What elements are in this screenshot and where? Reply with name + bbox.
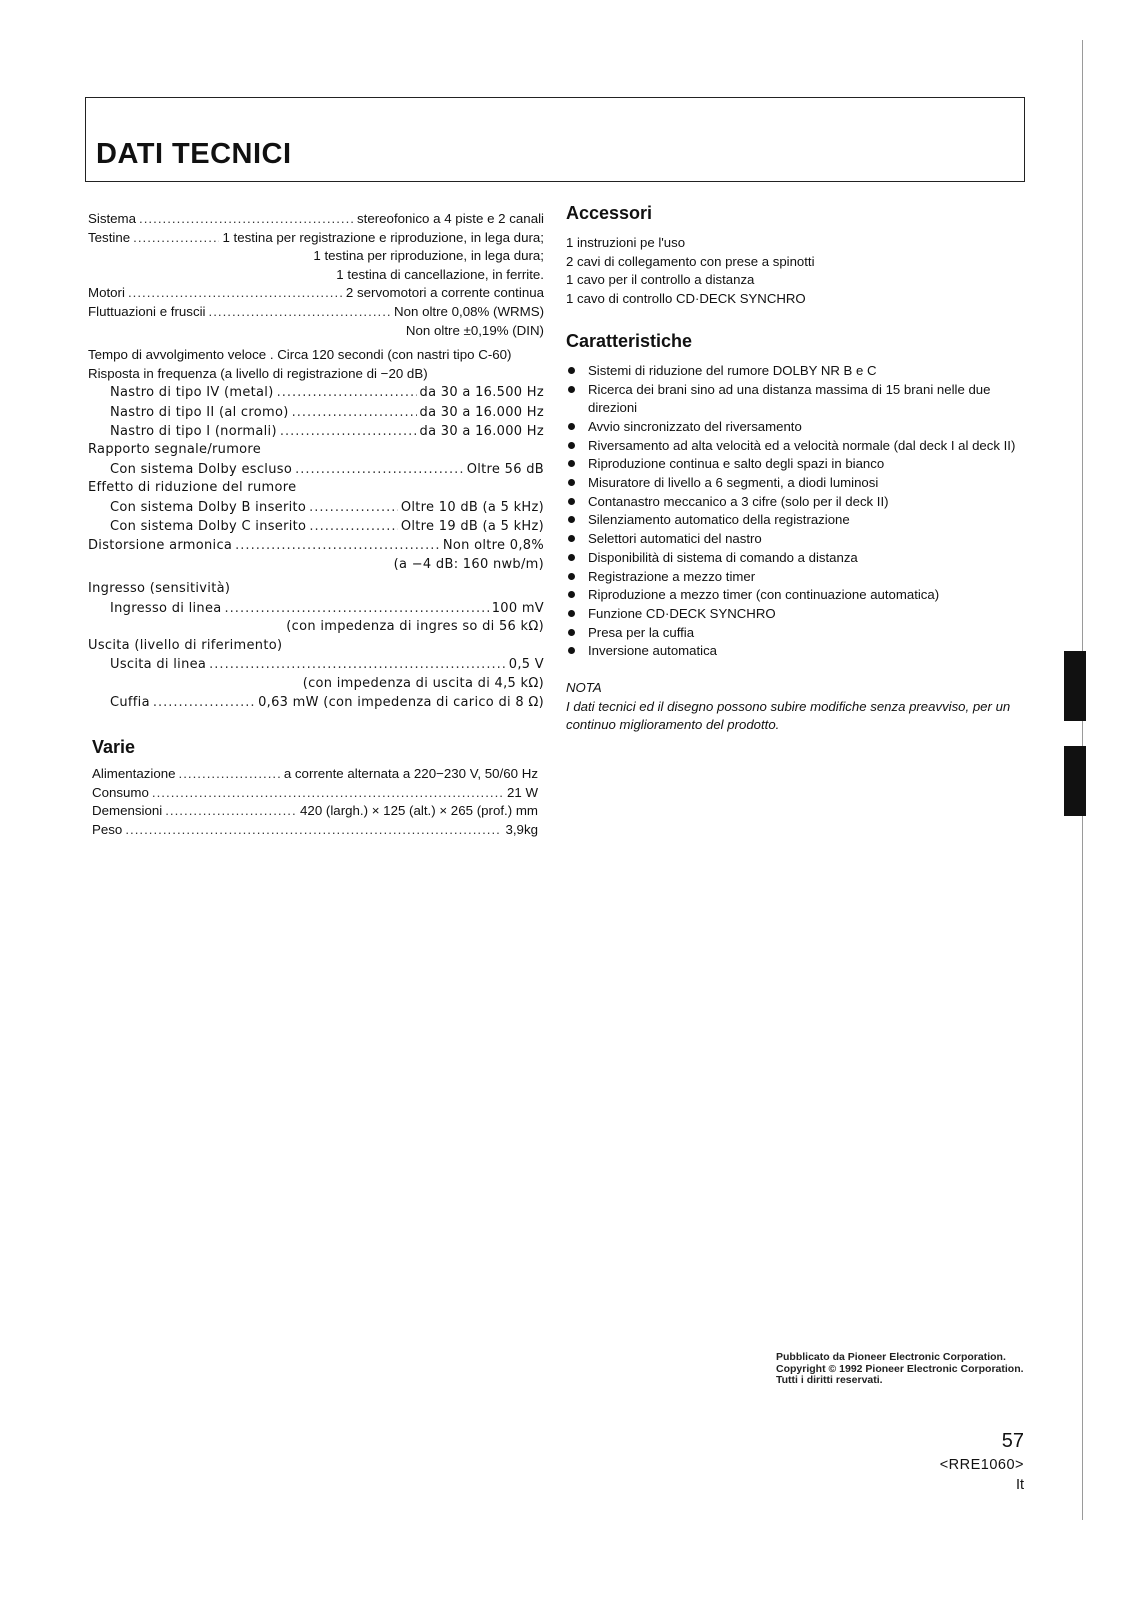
varie-row-peso bbox=[92, 821, 538, 840]
spec-value: 100 mV bbox=[491, 600, 544, 616]
spec-label: Con sistema Dolby C inserito bbox=[110, 519, 307, 535]
spec-continuation: Non oltre ±0,19% (DIN) bbox=[405, 322, 544, 338]
bullet-icon bbox=[568, 423, 575, 430]
bullet-icon bbox=[568, 386, 575, 393]
spec-row-sistema bbox=[88, 210, 544, 229]
spec-value: 1 testina per registrazione e riproduzione, in lega dura; bbox=[222, 229, 544, 245]
spec-label: Uscita di linea bbox=[110, 657, 207, 673]
spec-continuation: 1 testina di cancellazione, in ferrite. bbox=[336, 266, 544, 282]
bullet-icon bbox=[568, 573, 575, 580]
rights-line: Tutti i diritti reservati. bbox=[776, 1374, 883, 1386]
bullet-icon bbox=[568, 591, 575, 598]
spec-row-testine bbox=[88, 229, 544, 248]
bullet-icon bbox=[568, 498, 575, 505]
spec-label: Nastro di tipo I (normali) bbox=[110, 423, 277, 439]
spec-risposta-heading: Risposta in frequenza (a livello di registrazione di −20 dB) bbox=[88, 365, 428, 381]
list-item: 2 cavi di collegamento con prese a spinotti bbox=[566, 253, 815, 269]
bullet-icon bbox=[568, 367, 575, 374]
spec-value: 0,5 V bbox=[508, 657, 544, 673]
spec-continuation: (a −4 dB: 160 nwb/m) bbox=[393, 556, 544, 572]
list-item: 1 cavo per il controllo a distanza bbox=[566, 272, 755, 288]
nota-text: I dati tecnici ed il disegno possono subire modifiche senza preavviso, per un continuo miglioramento del prodotto. bbox=[566, 698, 1011, 733]
spec-effetto-heading: Effetto di riduzione del rumore bbox=[88, 480, 297, 496]
spec-row-fluttuazioni bbox=[88, 303, 544, 322]
bullet-icon bbox=[568, 629, 575, 636]
bullet-icon bbox=[568, 647, 575, 654]
spec-label: Ingresso di linea bbox=[110, 600, 222, 616]
spec-value: da 30 a 16.000 Hz bbox=[419, 423, 544, 439]
spec-ingresso-heading: Ingresso (sensitività) bbox=[88, 581, 231, 597]
list-item: Avvio sincronizzato del riversamento bbox=[566, 418, 1026, 437]
list-item: Selettori automatici del nastro bbox=[566, 530, 1026, 549]
spec-row-nastro-ii bbox=[88, 403, 544, 422]
spec-rapporto-heading: Rapporto segnale/rumore bbox=[88, 442, 262, 458]
bullet-icon bbox=[568, 516, 575, 523]
spec-row-ingresso-linea bbox=[88, 599, 544, 618]
edge-tab-mark bbox=[1064, 651, 1086, 721]
list-item: Funzione CD·DECK SYNCHRO bbox=[566, 605, 1026, 624]
spec-row-nastro-iv bbox=[88, 383, 544, 402]
spec-mono-block bbox=[88, 383, 544, 712]
spec-label: Alimentazione bbox=[92, 766, 176, 781]
spec-row-dolby-escluso bbox=[88, 460, 544, 479]
list-item: Disponibilità di sistema di comando a distanza bbox=[566, 549, 1026, 568]
spec-value: 3,9kg bbox=[505, 821, 538, 837]
list-item: Contanastro meccanico a 3 cifre (solo per il deck II) bbox=[566, 493, 1026, 512]
spec-value: 2 servomotori a corrente continua bbox=[345, 285, 544, 301]
spec-label: Peso bbox=[92, 821, 123, 837]
list-item: Ricerca dei brani sino ad una distanza massima di 15 brani nelle due direzioni bbox=[566, 381, 1026, 418]
list-item: Misuratore di livello a 6 segmenti, a diodi luminosi bbox=[566, 474, 1026, 493]
bullet-icon bbox=[568, 442, 575, 449]
list-item: Inversione automatica bbox=[566, 642, 1026, 661]
spec-label: Nastro di tipo II (al cromo) bbox=[110, 404, 289, 420]
spec-row-dolby-c bbox=[88, 517, 544, 536]
spec-row-uscita-linea bbox=[88, 655, 544, 674]
publisher-note bbox=[776, 1352, 1024, 1387]
varie-row-dimensioni bbox=[92, 802, 538, 821]
spec-value: Oltre 10 dB (a 5 kHz) bbox=[400, 499, 544, 515]
edge-tab-mark bbox=[1064, 746, 1086, 816]
spec-continuation: (con impedenza di ingres so di 56 kΩ) bbox=[286, 619, 544, 635]
spec-value: 21 W bbox=[506, 784, 538, 800]
list-item: Silenziamento automatico della registrazione bbox=[566, 511, 1026, 530]
spec-label: Demensioni bbox=[92, 803, 163, 819]
varie-row-consumo bbox=[92, 784, 538, 803]
spec-label: Consumo bbox=[92, 784, 149, 800]
varie-row-alimentazione bbox=[92, 765, 538, 784]
bullet-icon bbox=[568, 554, 575, 561]
spec-value: stereofonico a 4 piste e 2 canali bbox=[356, 211, 544, 226]
spec-label: Testine bbox=[88, 229, 131, 245]
title-box bbox=[85, 97, 1025, 182]
page-number: 57 bbox=[1001, 1430, 1024, 1452]
caratteristiche-heading: Caratteristiche bbox=[566, 330, 693, 351]
spec-uscita-heading: Uscita (livello di riferimento) bbox=[88, 637, 283, 653]
varie-heading: Varie bbox=[92, 737, 136, 757]
spec-label: Nastro di tipo IV (metal) bbox=[110, 385, 274, 401]
spec-label: Con sistema Dolby B inserito bbox=[110, 499, 307, 515]
spec-label: Sistema bbox=[88, 211, 137, 226]
spec-value: Non oltre 0,08% (WRMS) bbox=[394, 303, 544, 319]
nota-heading: NOTA bbox=[566, 680, 602, 696]
spec-row-nastro-i bbox=[88, 422, 544, 441]
spec-value: 420 (largh.) × 125 (alt.) × 265 (prof.) mm bbox=[300, 803, 538, 819]
list-item: 1 instruzioni pe l'uso bbox=[566, 235, 686, 250]
spec-tempo: Tempo di avvolgimento veloce . Circa 120 secondi (con nastri tipo C-60) bbox=[88, 347, 512, 363]
specs-column bbox=[88, 210, 544, 712]
accessori-heading: Accessori bbox=[566, 203, 653, 223]
spec-value: da 30 a 16.500 Hz bbox=[419, 385, 544, 401]
list-item: Sistemi di riduzione del rumore DOLBY NR B e C bbox=[566, 362, 1026, 381]
spec-continuation: 1 testina per riproduzione, in lega dura; bbox=[313, 248, 544, 264]
spec-row-distorsione bbox=[88, 536, 544, 555]
spec-value: da 30 a 16.000 Hz bbox=[419, 404, 544, 420]
publisher-line: Pubblicato da Pioneer Electronic Corporation. bbox=[776, 1351, 1006, 1363]
list-item: Registrazione a mezzo timer bbox=[566, 568, 1026, 587]
spec-row-cuffia bbox=[88, 693, 544, 712]
list-item: Presa per la cuffia bbox=[566, 624, 1026, 643]
language-code: It bbox=[1015, 1477, 1024, 1493]
bullet-icon bbox=[568, 460, 575, 467]
spec-value: 0,63 mW (con impedenza di carico di 8 Ω) bbox=[258, 695, 544, 711]
spec-label: Motori bbox=[88, 285, 125, 301]
caratteristiche-list bbox=[566, 362, 1026, 661]
spec-label: Distorsione armonica bbox=[88, 538, 233, 554]
bullet-icon bbox=[568, 479, 575, 486]
spec-label: Fluttuazioni e fruscii bbox=[88, 303, 206, 319]
spec-label: Cuffia bbox=[110, 695, 150, 711]
spec-value: Non oltre 0,8% bbox=[442, 538, 544, 554]
spec-label: Con sistema Dolby escluso bbox=[110, 461, 293, 477]
spec-value: a corrente alternata a 220−230 V, 50/60 Hz bbox=[283, 766, 538, 781]
list-item: Riversamento ad alta velocità ed a velocità normale (dal deck I al deck II) bbox=[566, 437, 1026, 456]
right-column bbox=[566, 203, 1026, 735]
spec-continuation: (con impedenza di uscita di 4,5 kΩ) bbox=[302, 675, 544, 691]
list-item: Riproduzione continua e salto degli spazi in bianco bbox=[566, 455, 1026, 474]
spec-row-motori bbox=[88, 284, 544, 303]
page-title: DATI TECNICI bbox=[96, 138, 292, 170]
spec-value: Oltre 19 dB (a 5 kHz) bbox=[400, 519, 544, 535]
bullet-icon bbox=[568, 535, 575, 542]
nota-block bbox=[566, 679, 1026, 735]
spec-row-dolby-b bbox=[88, 498, 544, 517]
accessori-list bbox=[566, 234, 1026, 309]
varie-section bbox=[92, 765, 538, 839]
document-code: <RRE1060> bbox=[939, 1457, 1024, 1473]
spec-value: Oltre 56 dB bbox=[466, 461, 544, 477]
list-item: Riproduzione a mezzo timer (con continuazione automatica) bbox=[566, 586, 1026, 605]
copyright-line: Copyright © 1992 Pioneer Electronic Corporation. bbox=[776, 1362, 1024, 1375]
list-item: 1 cavo di controllo CD·DECK SYNCHRO bbox=[566, 291, 806, 307]
bullet-icon bbox=[568, 610, 575, 617]
